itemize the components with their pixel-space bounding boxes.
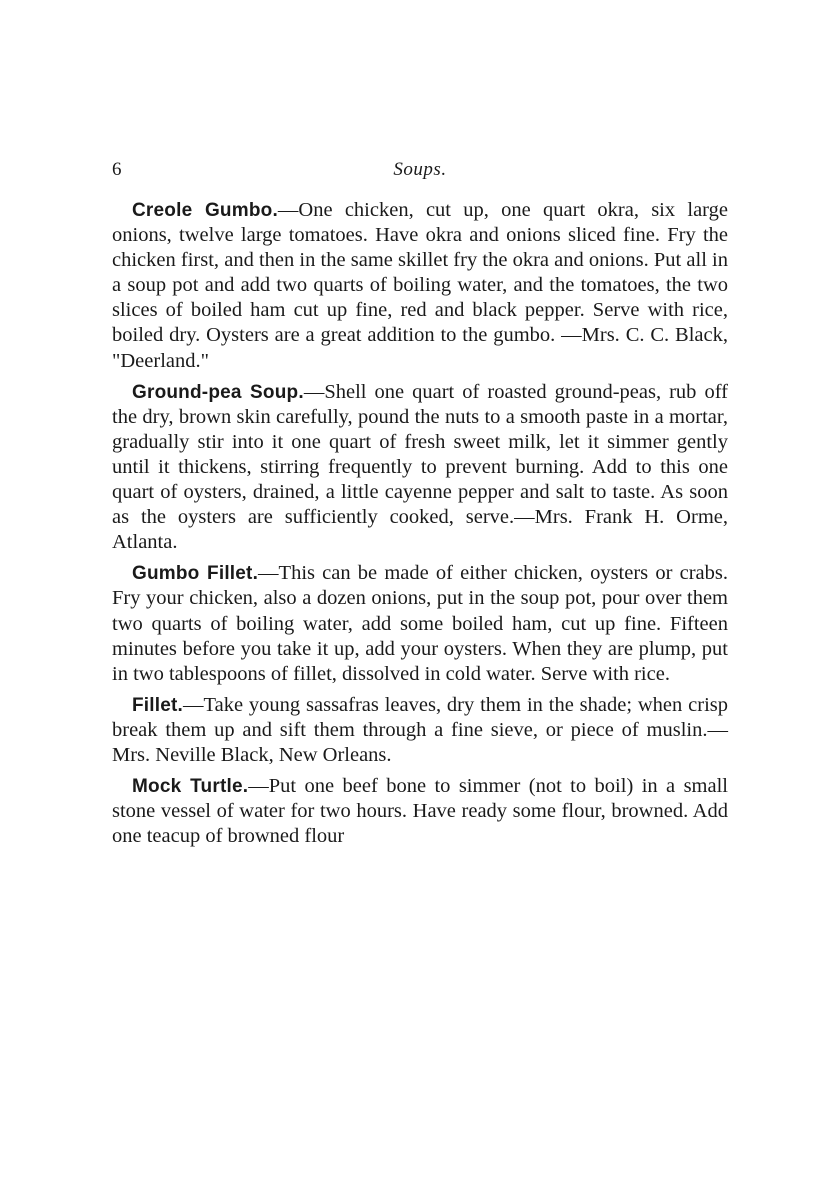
recipe-fillet	[112, 693, 728, 768]
recipe-text: —Put one beef bone to simmer (not to boil) in a small stone vessel of water for two hours. Have ready some flour, browned. Add one teacup of browned flour	[112, 775, 728, 848]
recipe-text: —This can be made of either chicken, oysters or crabs. Fry your chicken, also a dozen onions, put in the soup pot, pour over them two quarts of boiling water, add some boiled ham, cut up fine. Fifteen minutes before you take it up, add your oysters. When they are plump, put in two tablespoons of fillet, dissolved in cold water. Serve with rice.	[112, 562, 728, 685]
recipe-title: Mock Turtle.	[132, 776, 249, 798]
recipe-title: Creole Gumbo.	[132, 200, 278, 221]
recipe-text: —One chicken, cut up, one quart okra, six large onions, twelve large tomatoes. Have okra and onions sliced fine. Fry the chicken first, and then in the same skillet fry the okra and onions. Put all in a soup pot and add two quarts of boiling water, and the tomatoes, the two slices of boiled ham cut up fine, red and black pepper. Serve with rice, boiled dry. Oysters are a great addition to the gumbo. —Mrs. C. C. Black, "Deerland."	[112, 199, 728, 372]
recipe-text: —Shell one quart of roasted ground-peas, rub off the dry, brown skin carefully, pound the nuts to a smooth paste in a mortar, gradually stir into it one quart of fresh sweet milk, let it simmer gently until it thickens, stirring frequently to prevent burning. Add to this one quart of oysters, drained, a little cayenne pepper and salt to taste. As soon as the oysters are sufficiently cooked, serve.—Mrs. Frank H. Orme, Atlanta.	[112, 380, 728, 554]
recipe-mock-turtle	[112, 774, 728, 849]
recipe-title: Ground-pea Soup.	[132, 381, 304, 403]
recipe-text: —Take young sassafras leaves, dry them in the shade; when crisp break them up and sift them through a fine sieve, or piece of muslin.—Mrs. Neville Black, New Orleans.	[112, 693, 728, 766]
page-number: 6	[112, 159, 122, 180]
recipe-title: Gumbo Fillet.	[132, 563, 259, 585]
recipe-creole-gumbo	[112, 198, 728, 374]
recipe-title: Fillet.	[132, 694, 184, 716]
running-head	[112, 157, 728, 183]
section-title: Soups.	[393, 159, 447, 180]
recipe-gumbo-fillet	[112, 561, 728, 686]
recipe-ground-pea-soup	[112, 380, 728, 556]
recipe-list	[112, 198, 728, 855]
